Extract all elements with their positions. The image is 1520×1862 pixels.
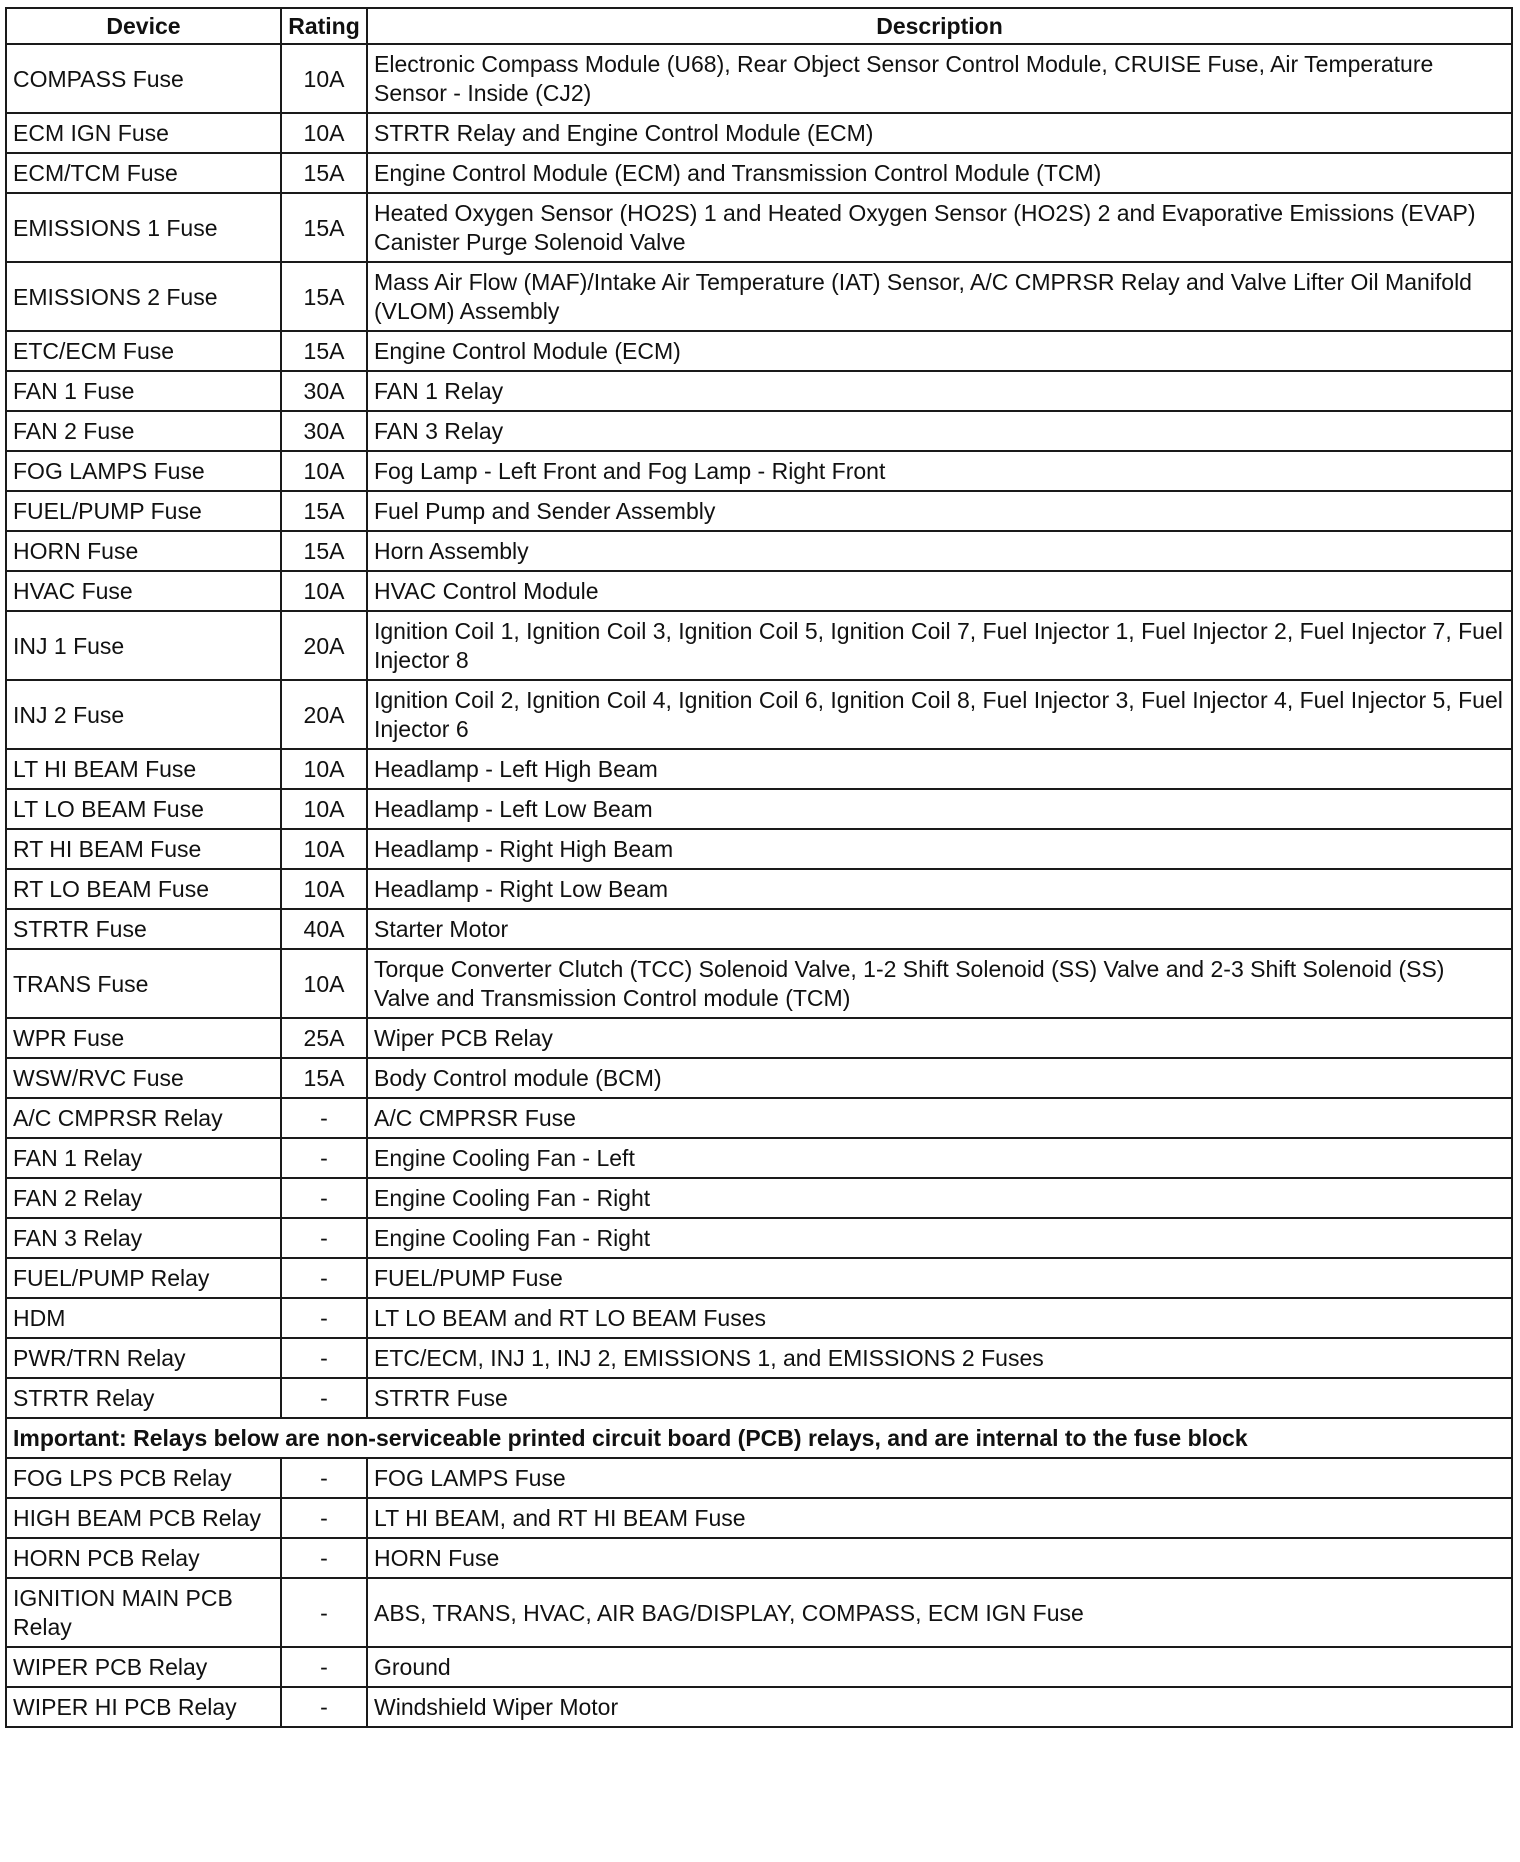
description-cell: FOG LAMPS Fuse xyxy=(367,1458,1512,1498)
description-cell: Headlamp - Left High Beam xyxy=(367,749,1512,789)
description-cell: ABS, TRANS, HVAC, AIR BAG/DISPLAY, COMPASS, ECM IGN Fuse xyxy=(367,1578,1512,1647)
rating-cell: 10A xyxy=(281,113,367,153)
description-cell: LT LO BEAM and RT LO BEAM Fuses xyxy=(367,1298,1512,1338)
rating-cell: 15A xyxy=(281,153,367,193)
description-cell: Engine Cooling Fan - Left xyxy=(367,1138,1512,1178)
device-cell: FAN 2 Relay xyxy=(6,1178,281,1218)
table-row xyxy=(6,331,1512,371)
description-cell: Wiper PCB Relay xyxy=(367,1018,1512,1058)
rating-cell: 15A xyxy=(281,491,367,531)
table-row xyxy=(6,153,1512,193)
table-row xyxy=(6,680,1512,749)
description-cell: Headlamp - Right Low Beam xyxy=(367,869,1512,909)
rating-cell: 10A xyxy=(281,749,367,789)
description-cell: FAN 3 Relay xyxy=(367,411,1512,451)
device-cell: FAN 3 Relay xyxy=(6,1218,281,1258)
device-cell: INJ 2 Fuse xyxy=(6,680,281,749)
description-cell: FAN 1 Relay xyxy=(367,371,1512,411)
device-cell: FUEL/PUMP Fuse xyxy=(6,491,281,531)
rating-cell: 15A xyxy=(281,531,367,571)
table-row xyxy=(6,1538,1512,1578)
device-cell: FAN 1 Fuse xyxy=(6,371,281,411)
device-cell: PWR/TRN Relay xyxy=(6,1338,281,1378)
rating-cell: 10A xyxy=(281,869,367,909)
fuse-relay-table xyxy=(5,7,1513,1728)
rating-cell: - xyxy=(281,1498,367,1538)
rating-cell: 20A xyxy=(281,680,367,749)
rating-cell: 10A xyxy=(281,571,367,611)
description-cell: Heated Oxygen Sensor (HO2S) 1 and Heated Oxygen Sensor (HO2S) 2 and Evaporative Emissions (EVAP) Canister Purge Solenoid Valve xyxy=(367,193,1512,262)
rating-cell: 15A xyxy=(281,262,367,331)
table-header xyxy=(6,8,1512,44)
device-cell: INJ 1 Fuse xyxy=(6,611,281,680)
device-cell: STRTR Fuse xyxy=(6,909,281,949)
device-cell: WIPER HI PCB Relay xyxy=(6,1687,281,1727)
description-cell: Engine Control Module (ECM) xyxy=(367,331,1512,371)
device-cell: WPR Fuse xyxy=(6,1018,281,1058)
rating-cell: - xyxy=(281,1538,367,1578)
description-cell: Fog Lamp - Left Front and Fog Lamp - Right Front xyxy=(367,451,1512,491)
rating-cell: - xyxy=(281,1178,367,1218)
rating-cell: - xyxy=(281,1298,367,1338)
table-row xyxy=(6,451,1512,491)
device-cell: HORN Fuse xyxy=(6,531,281,571)
rating-cell: - xyxy=(281,1458,367,1498)
description-cell: Engine Cooling Fan - Right xyxy=(367,1178,1512,1218)
device-cell: HIGH BEAM PCB Relay xyxy=(6,1498,281,1538)
device-cell: A/C CMPRSR Relay xyxy=(6,1098,281,1138)
description-cell: Engine Control Module (ECM) and Transmission Control Module (TCM) xyxy=(367,153,1512,193)
table-row xyxy=(6,1298,1512,1338)
description-cell: Headlamp - Left Low Beam xyxy=(367,789,1512,829)
device-cell: LT LO BEAM Fuse xyxy=(6,789,281,829)
description-cell: LT HI BEAM, and RT HI BEAM Fuse xyxy=(367,1498,1512,1538)
header-row xyxy=(6,8,1512,44)
rating-cell: 10A xyxy=(281,789,367,829)
table-row xyxy=(6,44,1512,113)
rating-column-header: Rating xyxy=(281,8,367,44)
table-row xyxy=(6,1458,1512,1498)
device-cell: FOG LPS PCB Relay xyxy=(6,1458,281,1498)
table-row xyxy=(6,491,1512,531)
description-cell: ETC/ECM, INJ 1, INJ 2, EMISSIONS 1, and EMISSIONS 2 Fuses xyxy=(367,1338,1512,1378)
table-row xyxy=(6,262,1512,331)
device-cell: EMISSIONS 1 Fuse xyxy=(6,193,281,262)
table-row xyxy=(6,789,1512,829)
table-row xyxy=(6,1018,1512,1058)
table-row xyxy=(6,1647,1512,1687)
rating-cell: 10A xyxy=(281,829,367,869)
rating-cell: 30A xyxy=(281,371,367,411)
device-cell: FUEL/PUMP Relay xyxy=(6,1258,281,1298)
rating-cell: - xyxy=(281,1258,367,1298)
description-cell: STRTR Relay and Engine Control Module (ECM) xyxy=(367,113,1512,153)
rating-cell: 15A xyxy=(281,331,367,371)
rating-cell: 10A xyxy=(281,44,367,113)
description-cell: HORN Fuse xyxy=(367,1538,1512,1578)
device-cell: COMPASS Fuse xyxy=(6,44,281,113)
device-cell: FAN 2 Fuse xyxy=(6,411,281,451)
table-row xyxy=(6,1138,1512,1178)
table-row xyxy=(6,1178,1512,1218)
table-row xyxy=(6,909,1512,949)
table-row xyxy=(6,1378,1512,1418)
table-row xyxy=(6,1498,1512,1538)
rating-cell: 15A xyxy=(281,193,367,262)
device-cell: STRTR Relay xyxy=(6,1378,281,1418)
important-note: Important: Relays below are non-serviceable printed circuit board (PCB) relays, and are internal to the fuse block xyxy=(6,1418,1512,1458)
table-row xyxy=(6,411,1512,451)
description-cell: Fuel Pump and Sender Assembly xyxy=(367,491,1512,531)
table-row xyxy=(6,193,1512,262)
rating-cell: 15A xyxy=(281,1058,367,1098)
device-cell: RT LO BEAM Fuse xyxy=(6,869,281,909)
description-cell: Mass Air Flow (MAF)/Intake Air Temperature (IAT) Sensor, A/C CMPRSR Relay and Valve Lifter Oil Manifold (VLOM) Assembly xyxy=(367,262,1512,331)
device-cell: HORN PCB Relay xyxy=(6,1538,281,1578)
rating-cell: 30A xyxy=(281,411,367,451)
table-row xyxy=(6,829,1512,869)
description-cell: Headlamp - Right High Beam xyxy=(367,829,1512,869)
device-cell: FAN 1 Relay xyxy=(6,1138,281,1178)
table-row xyxy=(6,1258,1512,1298)
description-cell: Torque Converter Clutch (TCC) Solenoid Valve, 1-2 Shift Solenoid (SS) Valve and 2-3 Shift Solenoid (SS) Valve and Transmission Control module (TCM) xyxy=(367,949,1512,1018)
table-row xyxy=(6,1687,1512,1727)
device-cell: TRANS Fuse xyxy=(6,949,281,1018)
description-cell: Engine Cooling Fan - Right xyxy=(367,1218,1512,1258)
description-cell: Electronic Compass Module (U68), Rear Object Sensor Control Module, CRUISE Fuse, Air Temperature Sensor - Inside (CJ2) xyxy=(367,44,1512,113)
description-column-header: Description xyxy=(367,8,1512,44)
description-cell: Horn Assembly xyxy=(367,531,1512,571)
table-row xyxy=(6,611,1512,680)
rating-cell: - xyxy=(281,1378,367,1418)
table-row xyxy=(6,113,1512,153)
device-cell: HDM xyxy=(6,1298,281,1338)
rating-cell: - xyxy=(281,1647,367,1687)
description-cell: Body Control module (BCM) xyxy=(367,1058,1512,1098)
rating-cell: 10A xyxy=(281,451,367,491)
device-cell: HVAC Fuse xyxy=(6,571,281,611)
device-cell: RT HI BEAM Fuse xyxy=(6,829,281,869)
table-row xyxy=(6,531,1512,571)
table-row xyxy=(6,749,1512,789)
table-body xyxy=(6,44,1512,1727)
table-row xyxy=(6,869,1512,909)
rating-cell: - xyxy=(281,1687,367,1727)
description-cell: HVAC Control Module xyxy=(367,571,1512,611)
device-cell: ECM/TCM Fuse xyxy=(6,153,281,193)
device-cell: LT HI BEAM Fuse xyxy=(6,749,281,789)
rating-cell: - xyxy=(281,1138,367,1178)
table-row xyxy=(6,1218,1512,1258)
rating-cell: - xyxy=(281,1578,367,1647)
description-cell: Ground xyxy=(367,1647,1512,1687)
important-note-row xyxy=(6,1418,1512,1458)
description-cell: Ignition Coil 1, Ignition Coil 3, Ignition Coil 5, Ignition Coil 7, Fuel Injector 1, Fuel Injector 2, Fuel Injector 7, Fuel Injector 8 xyxy=(367,611,1512,680)
table-row xyxy=(6,371,1512,411)
device-cell: WIPER PCB Relay xyxy=(6,1647,281,1687)
table-row xyxy=(6,1578,1512,1647)
device-cell: ETC/ECM Fuse xyxy=(6,331,281,371)
description-cell: Windshield Wiper Motor xyxy=(367,1687,1512,1727)
description-cell: Ignition Coil 2, Ignition Coil 4, Ignition Coil 6, Ignition Coil 8, Fuel Injector 3, Fuel Injector 4, Fuel Injector 5, Fuel Injector 6 xyxy=(367,680,1512,749)
rating-cell: - xyxy=(281,1098,367,1138)
rating-cell: 10A xyxy=(281,949,367,1018)
table-row xyxy=(6,949,1512,1018)
table-row xyxy=(6,571,1512,611)
device-cell: WSW/RVC Fuse xyxy=(6,1058,281,1098)
rating-cell: 20A xyxy=(281,611,367,680)
device-cell: EMISSIONS 2 Fuse xyxy=(6,262,281,331)
table-row xyxy=(6,1338,1512,1378)
table-row xyxy=(6,1098,1512,1138)
description-cell: A/C CMPRSR Fuse xyxy=(367,1098,1512,1138)
rating-cell: 40A xyxy=(281,909,367,949)
rating-cell: - xyxy=(281,1338,367,1378)
description-cell: Starter Motor xyxy=(367,909,1512,949)
device-cell: ECM IGN Fuse xyxy=(6,113,281,153)
rating-cell: - xyxy=(281,1218,367,1258)
device-cell: FOG LAMPS Fuse xyxy=(6,451,281,491)
device-column-header: Device xyxy=(6,8,281,44)
description-cell: STRTR Fuse xyxy=(367,1378,1512,1418)
description-cell: FUEL/PUMP Fuse xyxy=(367,1258,1512,1298)
device-cell: IGNITION MAIN PCB Relay xyxy=(6,1578,281,1647)
table-row xyxy=(6,1058,1512,1098)
rating-cell: 25A xyxy=(281,1018,367,1058)
